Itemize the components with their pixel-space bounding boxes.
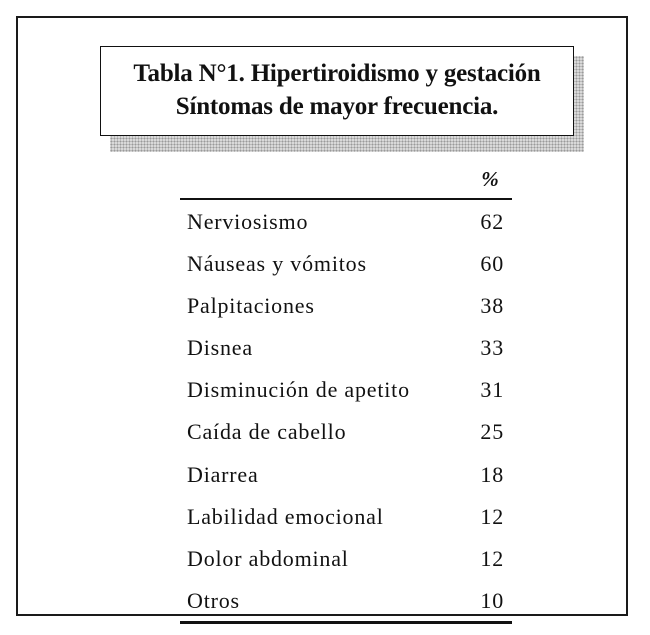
table-subtitle: Síntomas de mayor frecuencia. — [175, 93, 499, 120]
percent-column-header: % — [481, 167, 499, 191]
table-row — [180, 580, 512, 622]
symptom-label: Labilidad emocional — [187, 503, 384, 529]
table-row — [180, 243, 512, 285]
symptom-label: Nerviosismo — [187, 209, 309, 234]
table-bottom-rule — [180, 621, 512, 624]
symptom-label: Palpitaciones — [187, 293, 315, 319]
symptom-percent: 33 — [480, 335, 504, 361]
title-box — [100, 46, 574, 136]
table-row — [180, 285, 512, 327]
table-row — [180, 327, 512, 369]
symptom-label: Dolor abdominal — [187, 545, 349, 571]
symptom-label: Náuseas y vómitos — [187, 251, 367, 277]
table-row — [180, 411, 512, 453]
symptom-percent: 31 — [480, 377, 504, 403]
table-row — [180, 201, 512, 243]
symptom-label: Disnea — [187, 335, 253, 361]
symptom-percent: 38 — [480, 293, 504, 319]
symptom-percent: 18 — [480, 461, 504, 487]
symptom-percent: 10 — [480, 587, 504, 613]
symptom-label: Disminución de apetito — [187, 377, 410, 403]
table-row — [180, 369, 512, 411]
table-row — [180, 538, 512, 580]
symptom-label: Caída de cabello — [187, 419, 347, 445]
symptom-percent: 25 — [480, 419, 504, 445]
document-frame — [16, 16, 628, 616]
symptom-percent: 60 — [480, 251, 504, 277]
symptom-label: Diarrea — [187, 461, 259, 487]
symptom-percent: 12 — [480, 545, 504, 571]
table-title: Tabla N°1. Hipertiroidismo y gestación — [133, 60, 541, 87]
table-row — [180, 454, 512, 496]
symptom-label: Otros — [187, 587, 240, 613]
symptom-percent: 12 — [480, 503, 504, 529]
table-top-rule — [180, 198, 512, 200]
symptom-table — [180, 201, 512, 622]
symptom-percent: 62 — [480, 209, 504, 234]
table-row — [180, 496, 512, 538]
